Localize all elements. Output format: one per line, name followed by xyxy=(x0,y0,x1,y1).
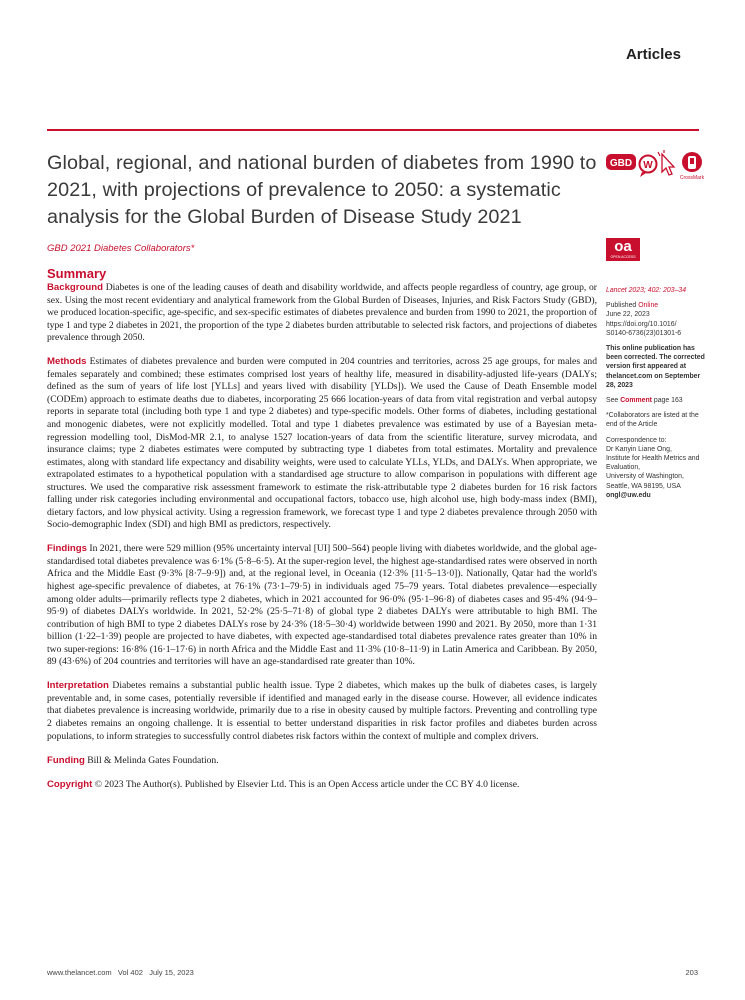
footer-site[interactable]: www.thelancet.com xyxy=(47,968,112,977)
footer-date: July 15, 2023 xyxy=(149,968,194,977)
page-number: 203 xyxy=(685,968,698,977)
section-heading: Copyright xyxy=(47,778,93,790)
section-text: © 2023 The Author(s). Published by Elsevier Ltd. This is an Open Access article under the CC BY 4.0 license. xyxy=(94,778,520,790)
section-text: Diabetes remains a substantial public health issue. Type 2 diabetes, which makes up the bulk of diabetes cases, is largely preventable and, in some cases, potentially reversible if identified and managed early in the disease course. However, all evidence indicates that diabetes prevalence is increasing worldwide, primarily due to a rise in obesity caused by multiple factors. Preventing and controlling type 2 diabetes remains an ongoing challenge. It is essential to better understand disparities in risk factor profiles and diabetes burden across populations, to inform strategies to successfully control diabetes risk factors within the context of multiple and complex drivers. xyxy=(47,680,597,742)
abstract-copyright xyxy=(47,779,597,792)
summary-heading: Summary xyxy=(47,266,107,281)
abstract-funding xyxy=(47,755,597,768)
abstract xyxy=(47,282,597,803)
author-line[interactable]: GBD 2021 Diabetes Collaborators* xyxy=(47,243,195,254)
comment-link[interactable]: Comment xyxy=(620,397,652,405)
oa-sublabel: OPEN ACCESS xyxy=(610,255,636,259)
correspondence-label: Correspondence to: xyxy=(606,436,667,444)
article-title: Global, regional, and national burden of diabetes from 1990 to 2021, with projections of prevalence to 2050: a systematic analysis for the Global Burden of Disease Study 2021 xyxy=(47,152,597,228)
citation: Lancet 2023; 402: 203–34 xyxy=(606,287,687,294)
section-label: Articles xyxy=(625,46,681,63)
oa-label: oa xyxy=(614,238,632,255)
section-heading: Background xyxy=(47,282,103,293)
sidebar xyxy=(606,286,710,506)
open-access-badge[interactable] xyxy=(606,238,640,261)
section-text: Bill & Melinda Gates Foundation. xyxy=(87,754,219,766)
badge-icons xyxy=(606,150,706,190)
see-suffix: page 163 xyxy=(651,397,683,405)
footer-left xyxy=(47,968,194,977)
footer-volume: Vol 402 xyxy=(117,968,143,977)
correspondence-email[interactable]: ongl@uw.edu xyxy=(606,491,651,499)
abstract-findings xyxy=(47,543,597,668)
gbd-badge-label: GBD xyxy=(609,158,633,169)
abstract-interpretation xyxy=(47,680,597,743)
section-heading: Findings xyxy=(47,543,87,555)
section-heading: Methods xyxy=(47,356,87,368)
published-date: June 22, 2023 xyxy=(606,311,650,319)
correspondence-university: University of Washington, xyxy=(606,473,684,481)
published-prefix: Published xyxy=(606,302,639,310)
header-rule xyxy=(47,129,699,131)
see-prefix: See xyxy=(606,397,621,405)
correspondence-institute: Institute for Health Metrics and Evaluation, xyxy=(606,455,700,472)
published-online-link[interactable]: Online xyxy=(638,302,659,310)
cursor-icon[interactable] xyxy=(658,150,674,175)
correspondence-name: Dr Kanyin Liane Ong, xyxy=(606,445,672,453)
abstract-methods xyxy=(47,356,597,532)
abstract-background xyxy=(47,282,597,345)
section-heading: Interpretation xyxy=(47,680,109,692)
correction-note: This online publication has been corrected. The corrected version first appeared at thelancet.com on September 28, 2023 xyxy=(606,345,705,389)
doi-link[interactable]: https://doi.org/10.1016/ xyxy=(606,320,677,328)
crossmark-icon[interactable] xyxy=(680,152,705,181)
gbd-badge[interactable] xyxy=(606,154,636,170)
svg-text:W: W xyxy=(643,160,653,171)
crossmark-label: CrossMark xyxy=(679,175,705,181)
comment-icon[interactable] xyxy=(640,156,657,178)
correspondence-city: Seattle, WA 98195, USA xyxy=(606,482,681,490)
section-text: Estimates of diabetes prevalence and burden were computed in 204 countries and territories, across 25 age groups, for males and females separately and combined; these estimates comprised lost years of healthy life, measured in disability-adjusted life-years (DALYs; defined as the sum of years of life lost [YLLs] and years lived with disability [YLDs]). We used the Cause of Death Ensemble model (CODEm) approach to estimate deaths due to diabetes, incorporating 25 666 location-years of data from vital registration and verbal autopsy reports in separate total (including both type 1 and type 2 diabetes) and type-specific models. Other forms of diabetes, including gestational and monogenic diabetes, were not explicitly modelled. Total and type 1 diabetes prevalence was estimated by use of a Bayesian meta-regression modelling tool, DisMod-MR 2.1, to analyse 1527 location-years of data from the scientific literature, survey microdata, and insurance claims; type 2 diabetes estimates were computed by subtracting type 1 diabetes from total estimates. Mortality and prevalence estimates, along with standard life expectancy and disability weights, were used to calculate YLLs, YLDs, and DALYs. When appropriate, we extrapolated estimates to a hypothetical population with a standardised age structure to allow comparison in populations with different age structures. We used the comparative risk assessment framework to estimate the risk-attributable type 2 diabetes burden for 16 risk factors falling under risk categories including environmental and occupational factors, tobacco use, high alcohol use, high body-mass index (BMI), dietary factors, and low physical activity. Using a regression framework, we forecast type 1 and type 2 diabetes prevalence through 2050 with Socio-demographic Index (SDI) and high BMI as predictors, respectively. xyxy=(47,356,597,531)
collaborators-note: *Collaborators are listed at the end of the Article xyxy=(606,412,699,429)
section-text: In 2021, there were 529 million (95% uncertainty interval [UI] 500–564) people living with diabetes worldwide, and the global age-standardised total diabetes prevalence was 6·1% (5·8–6·5). At the super-region level, the highest age-standardised rates were observed in north Africa and the Middle East (9·3% [8·7–9·9]) and, at the regional level, in Oceania (12·3% [11·5–13·0]). Nationally, Qatar had the world's highest age-specific prevalence of diabetes, at 76·1% (73·1–79·5) in individuals aged 75–79 years. Total diabetes prevalence—especially among older adults—primarily reflects type 2 diabetes, which in 2021 accounted for 96·0% (95·1–96·8) of diabetes cases and 95·4% (94·9–95·9) of diabetes DALYs worldwide. In 2021, 52·2% (25·5–71·8) of global type 2 diabetes DALYs were attributable to high BMI. The contribution of high BMI to type 2 diabetes DALYs rose by 24·3% (18·5–30·4) worldwide between 1990 and 2021. By 2050, more than 1·31 billion (1·22–1·39) people are projected to have diabetes, with expected age-standardised total diabetes prevalence rates greater than 10% in two super-regions: 16·8% (16·1–17·6) in north Africa and the Middle East and 11·3% (10·8–11·9) in Latin America and Caribbean. By 2050, 89 (43·6%) of 204 countries and territories will have an age-standardised rate greater than 10%. xyxy=(47,543,597,668)
section-text: Diabetes is one of the leading causes of death and disability worldwide, and affects people regardless of country, age group, or sex. Using the most recent evidentiary and analytical framework from the Global Burden of Diseases, Injuries, and Risk Factors Study (GBD), we produced location-specific, age-specific, and sex-specific estimates of diabetes prevalence and burden from 1990 to 2021, the proportion of type 1 and type 2 diabetes in 2021, the proportion of the type 2 diabetes burden attributable to selected risk factors, and projections of diabetes prevalence through 2050. xyxy=(47,282,597,344)
section-heading: Funding xyxy=(47,754,85,766)
doi-suffix[interactable]: S0140-6736(23)01301-6 xyxy=(606,329,682,337)
